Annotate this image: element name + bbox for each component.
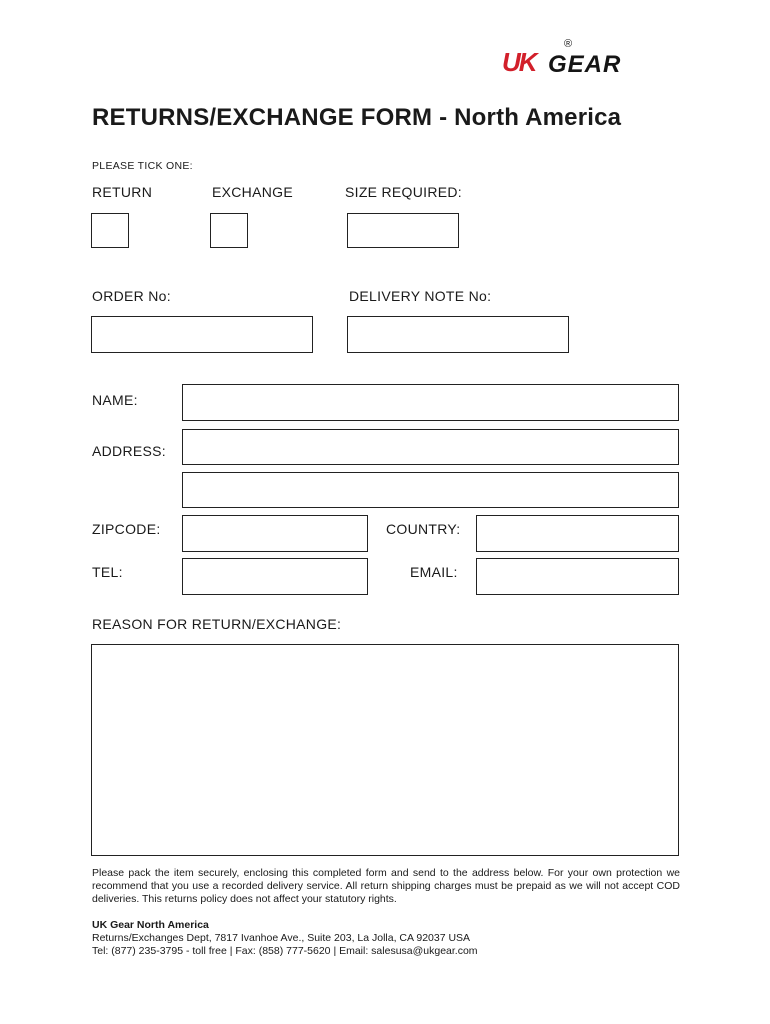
logo-mark: UK [502,47,536,77]
ukgear-logo [502,38,682,78]
address-label: ADDRESS: [92,443,166,459]
delivery-note-label: DELIVERY NOTE No: [349,288,492,304]
company-contact: Tel: (877) 235-3795 - toll free | Fax: (858) 777-5620 | Email: salesusa@ukgear.com [92,945,478,957]
logo-word: GEAR [548,51,622,78]
tick-instruction: PLEASE TICK ONE: [92,160,193,172]
size-required-field[interactable] [347,213,459,248]
country-field[interactable] [476,515,679,552]
address-field-line-2[interactable] [182,472,679,508]
return-instructions: Please pack the item securely, enclosing this completed form and send to the address below. For your own protection we recommend that you use a recorded delivery service. All return shipping charges must be prepaid as we will not accept COD deliveries. This returns policy does not affect your statutory rights. [92,867,680,905]
form-title: RETURNS/EXCHANGE FORM - North America [92,104,622,131]
reason-textarea[interactable] [91,644,679,856]
name-label: NAME: [92,392,138,408]
email-label: EMAIL: [410,564,458,580]
company-name: UK Gear North America [92,919,209,931]
return-checkbox[interactable] [91,213,129,248]
zipcode-field[interactable] [182,515,368,552]
tel-field[interactable] [182,558,368,595]
delivery-note-field[interactable] [347,316,569,353]
order-no-field[interactable] [91,316,313,353]
company-address: Returns/Exchanges Dept, 7817 Ivanhoe Ave., Suite 203, La Jolla, CA 92037 USA [92,932,471,944]
exchange-checkbox[interactable] [210,213,248,248]
reason-label: REASON FOR RETURN/EXCHANGE: [92,616,342,632]
tel-label: TEL: [92,564,123,580]
email-field[interactable] [476,558,679,595]
size-required-label: SIZE REQUIRED: [345,184,462,200]
return-label: RETURN [92,184,153,200]
country-label: COUNTRY: [386,521,461,537]
address-field-line-1[interactable] [182,429,679,465]
registered-mark: ® [564,38,573,50]
zipcode-label: ZIPCODE: [92,521,161,537]
exchange-label: EXCHANGE [212,184,293,200]
order-no-label: ORDER No: [92,288,171,304]
name-field[interactable] [182,384,679,421]
